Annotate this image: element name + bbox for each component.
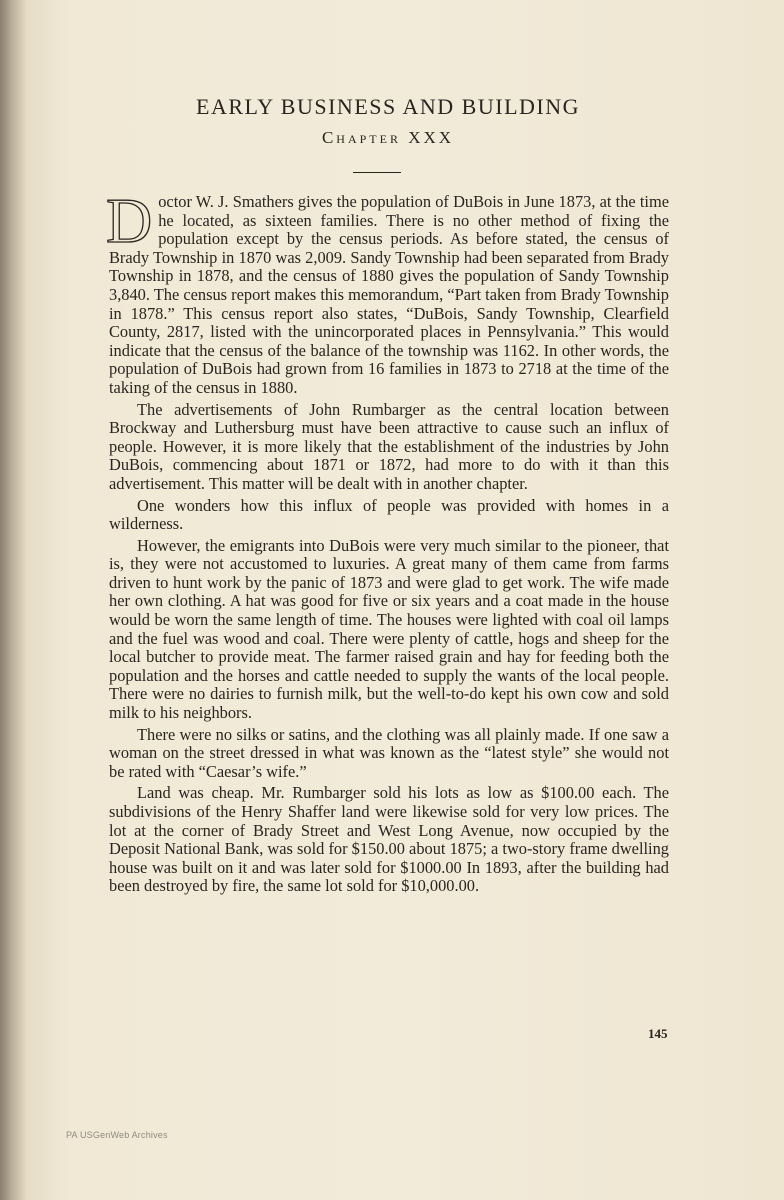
chapter-title: EARLY BUSINESS AND BUILDING (196, 94, 580, 119)
paragraph-1-text: octor W. J. Smathers gives the population of DuBois in June 1873, at the time he located, as sixteen families. There is no other method of fixing the population except by the census periods. As before stated, the census of Brady Township in 1870 was 2,009. Sandy Township had been separated from Brady Township in 1878, and the census of 1880 gives the population of Sandy Township 3,840. The census report makes this memorandum, “Part taken from Brady Township in 1878.” This census report also states, “DuBois, Sandy Township, Clearfield County, 2817, listed with the unincorporated places in Pennsylvania.” This would indicate that the census of the balance of the township was 1162. In other words, the population of DuBois had grown from 16 families in 1873 to 2718 at the time of the taking of the census in 1880. (109, 192, 669, 397)
title-divider (353, 172, 401, 173)
book-page (26, 0, 784, 1200)
body-text (106, 185, 669, 899)
paragraph-4: However, the emigrants into DuBois were very much similar to the pioneer, that is, they were not accustomed to luxuries. A great many of them came from farms driven to hunt work by the panic of 1873 and were glad to get work. The wife made her own clothing. A hat was good for five or six years and a coat made in the house would be worn the same length of time. The houses were lighted with coal oil lamps and the fuel was wood and coal. There were plenty of cattle, hogs and sheep for the local butcher to provide meat. The farmer raised grain and hay for feeding both the population and the horses and cattle needed to supply the wants of the local people. There were no dairies to furnish milk, but the well-to-do kept his own cow and sold milk to his neighbors. (109, 535, 669, 723)
paragraph-5: There were no silks or satins, and the clothing was all plainly made. If one saw a woman on the street dressed in what was known as the “latest style” she would not be rated with “Caesar’s wife.” (109, 724, 669, 781)
paragraph-2: The advertisements of John Rumbarger as the central location between Brockway and Luthersburg must have been attractive to cause such an influx of people. However, it is more likely that the establishment of the industries by John DuBois, commencing about 1871 or 1872, had more to do with it than this advertisement. This matter will be dealt with in another chapter. (109, 399, 669, 493)
page-binding-edge (0, 0, 26, 1200)
drop-cap: D (106, 185, 153, 256)
paragraph-1 (106, 185, 669, 398)
page-number: 145 (648, 1026, 668, 1041)
paragraph-6: Land was cheap. Mr. Rumbarger sold his lots as low as $100.00 each. The subdivisions of the Henry Shaffer land were likewise sold for very low prices. The lot at the corner of Brady Street and West Long Avenue, now occupied by the Deposit National Bank, was sold for $150.00 about 1875; a two-story frame dwelling house was built on it and was later sold for $1000.00 In 1893, after the building had been destroyed by fire, the same lot sold for $10,000.00. (109, 783, 669, 896)
paragraph-3: One wonders how this influx of people was provided with homes in a wilderness. (109, 495, 669, 534)
chapter-number: Chapter XXX (321, 128, 455, 147)
archive-watermark: PA USGenWeb Archives (66, 1130, 168, 1140)
